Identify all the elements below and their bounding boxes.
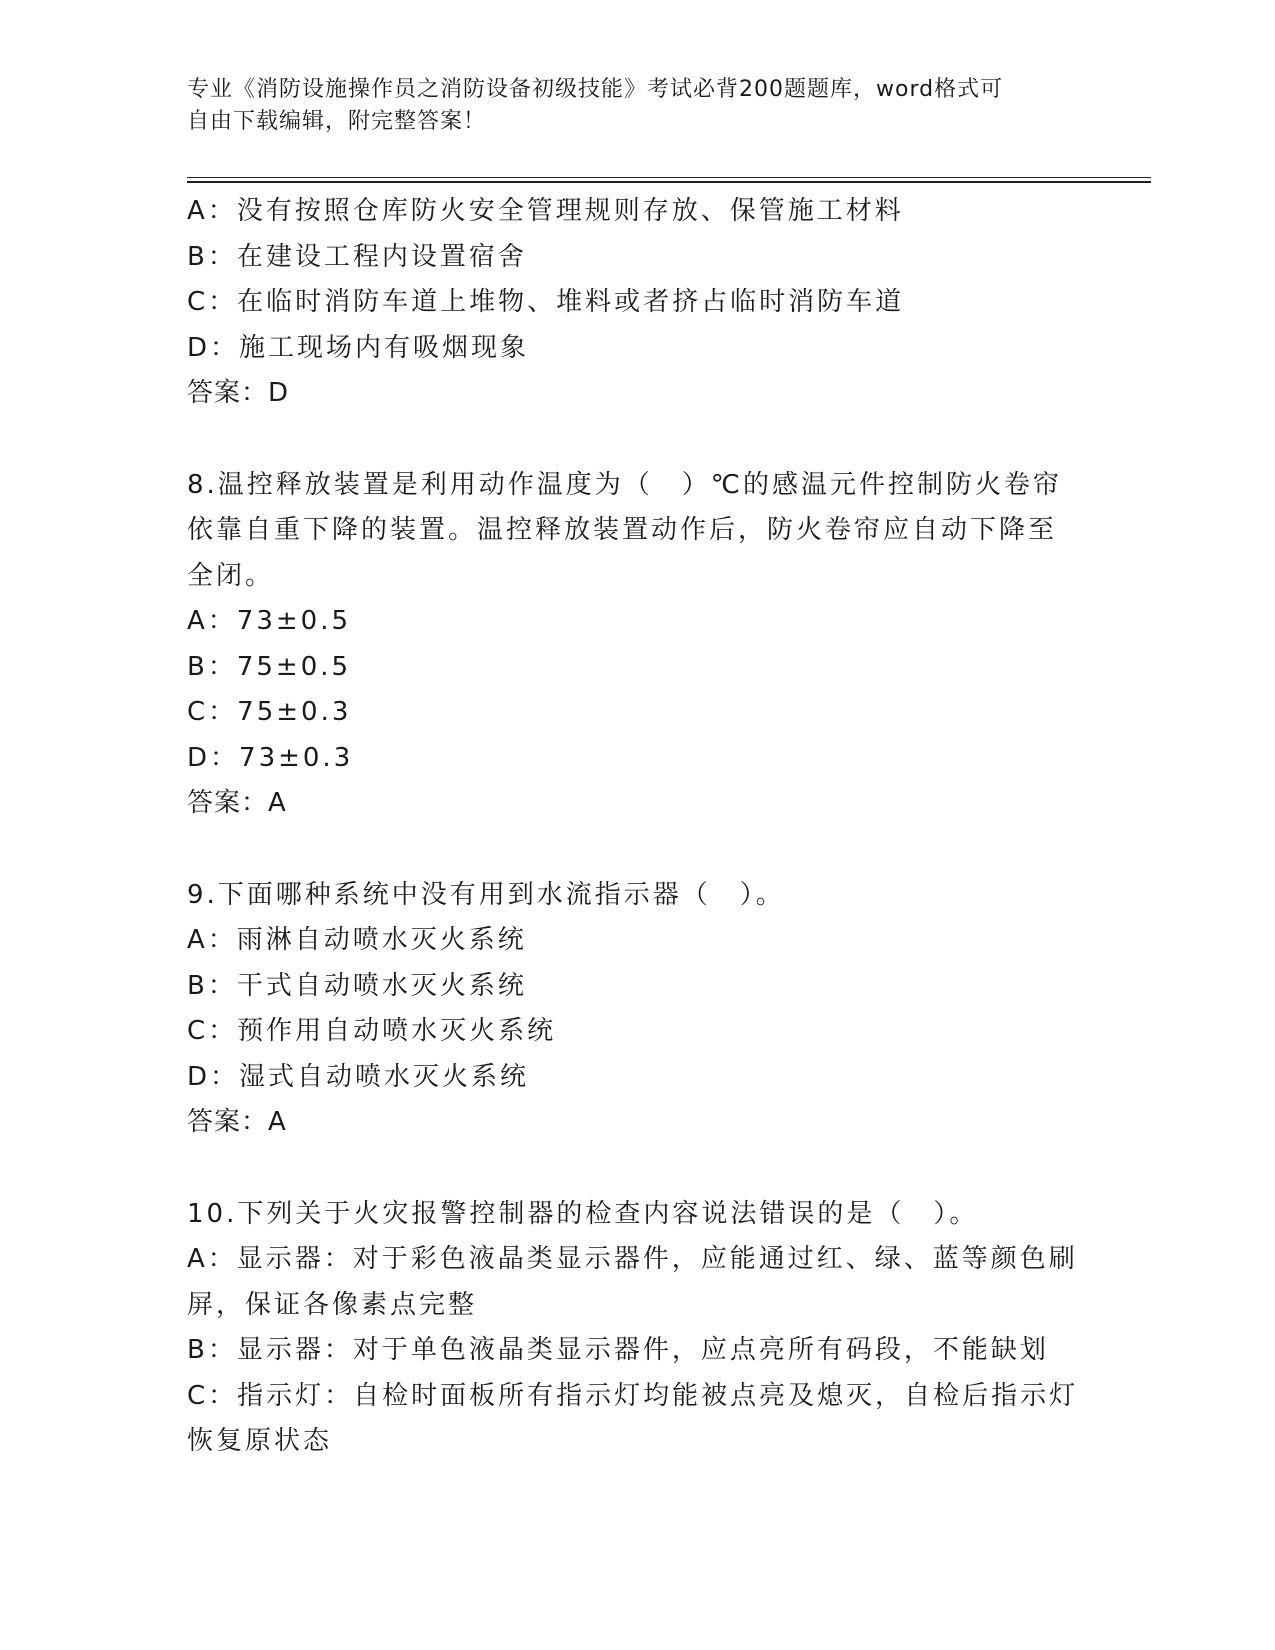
option-a: A：显示器：对于彩色液晶类显示器件，应能通过红、绿、蓝等颜色刷	[187, 1244, 1078, 1274]
option-c: C：75±0.3	[187, 697, 352, 727]
option-b: B：显示器：对于单色液晶类显示器件，应点亮所有码段，不能缺划	[187, 1335, 1049, 1365]
header-line-2: 自由下载编辑，附完整答案！	[187, 109, 487, 134]
option-b: B：干式自动喷水灭火系统	[187, 970, 527, 1001]
option-b: B：在建设工程内设置宿舍	[187, 241, 527, 272]
answer: 答案：A	[187, 1107, 287, 1137]
option-b: B：75±0.5	[187, 651, 352, 682]
option-d: D：73±0.3	[187, 742, 354, 773]
spacer	[187, 1146, 1087, 1192]
answer: 答案：A	[187, 788, 287, 818]
question-stem: 全闭。	[187, 560, 275, 591]
question-list	[187, 189, 1087, 1465]
question-10	[187, 1192, 1087, 1465]
question-8	[187, 463, 1087, 827]
answer: 答案：D	[187, 378, 290, 408]
option-a: A：没有按照仓库防火安全管理规则存放、保管施工材料	[187, 196, 904, 226]
option-d: D：湿式自动喷水灭火系统	[187, 1061, 530, 1092]
question-7	[187, 189, 1087, 417]
header-line-1: 专业《消防设施操作员之消防设备初级技能》考试必背200题题库，word格式可	[187, 77, 1004, 102]
question-stem: 依靠自重下降的装置。温控释放装置动作后，防火卷帘应自动下降至	[187, 515, 1058, 545]
option-a: A：73±0.5	[187, 606, 352, 636]
option-c: C：预作用自动喷水灭火系统	[187, 1016, 557, 1046]
question-stem: 10.下列关于火灾报警控制器的检查内容说法错误的是（ ）。	[187, 1198, 979, 1229]
option-c: C：在临时消防车道上堆物、堆料或者挤占临时消防车道	[187, 287, 905, 317]
header-divider-thin	[187, 177, 1151, 178]
spacer	[187, 827, 1087, 873]
option-a-continued: 屏，保证各像素点完整	[187, 1289, 478, 1320]
option-a: A：雨淋自动喷水灭火系统	[187, 925, 527, 955]
header-divider-thick	[187, 181, 1151, 183]
question-stem: 9.下面哪种系统中没有用到水流指示器（ ）。	[187, 879, 785, 910]
question-9	[187, 873, 1087, 1146]
option-c-continued: 恢复原状态	[187, 1426, 333, 1456]
option-c: C：指示灯：自检时面板所有指示灯均能被点亮及熄灭，自检后指示灯	[187, 1380, 1079, 1411]
option-d: D：施工现场内有吸烟现象	[187, 332, 530, 363]
document-header	[187, 74, 1067, 138]
question-stem: 8.温控释放装置是利用动作温度为（ ）℃的感温元件控制防火卷帘	[187, 469, 1063, 500]
spacer	[187, 417, 1087, 463]
